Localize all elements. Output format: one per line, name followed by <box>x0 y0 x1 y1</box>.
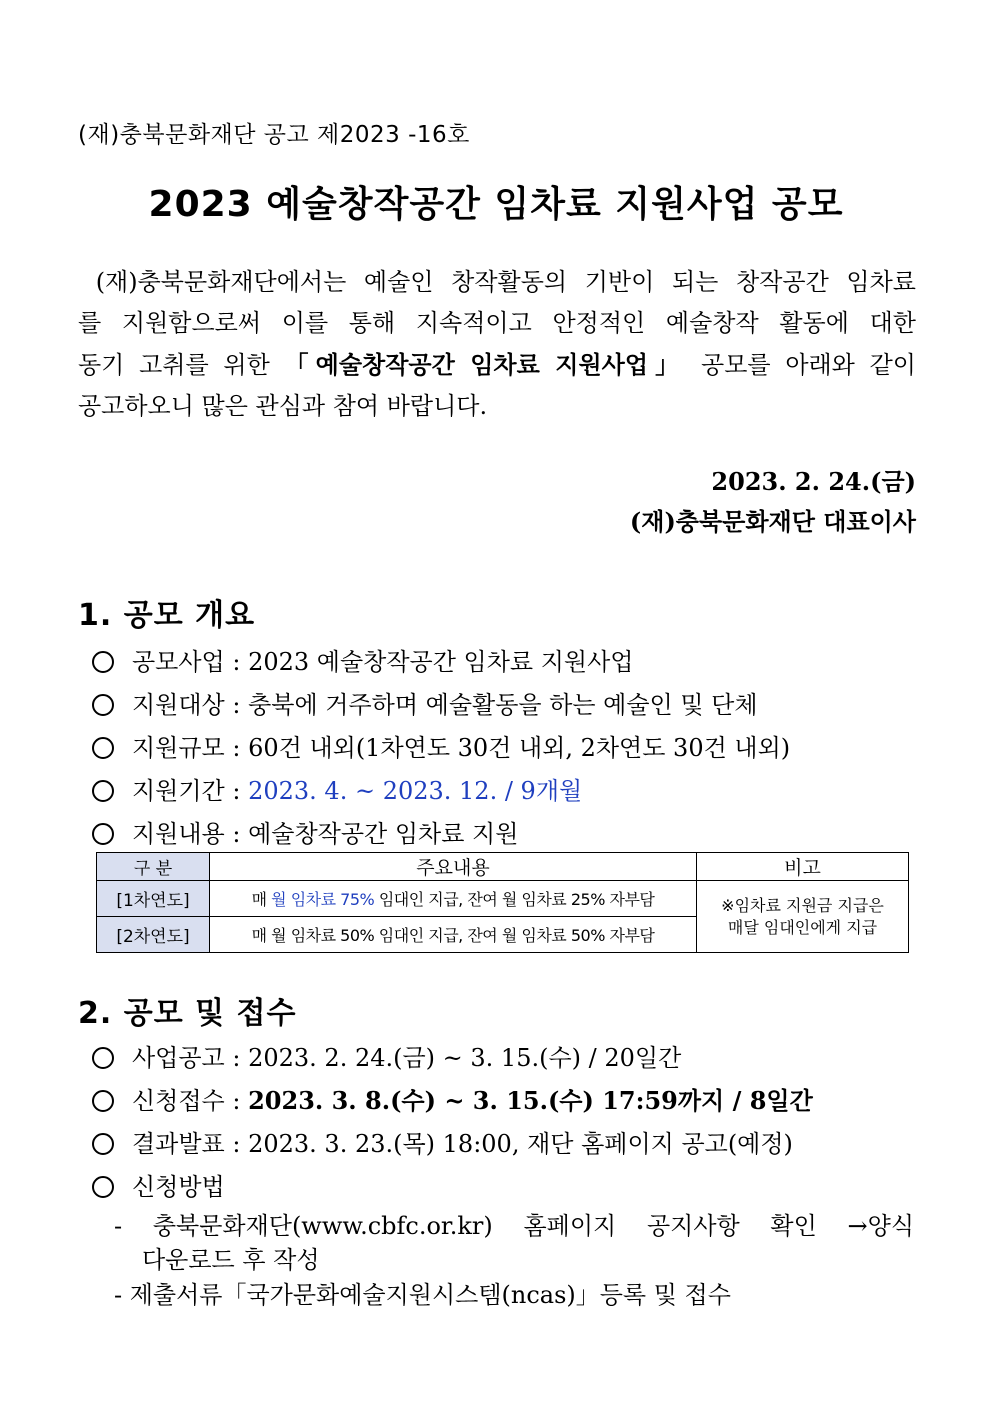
circle-bullet-icon <box>92 737 114 759</box>
circle-bullet-icon <box>92 1090 114 1112</box>
method-sub-item: - 제출서류「국가문화예술지원시스템(ncas)」등록 및 접수 <box>114 1281 731 1309</box>
support-period-value: 2023. 4. ~ 2023. 12. / 9개월 <box>248 777 583 805</box>
content-highlight: 월 임차료 75% <box>271 890 375 909</box>
program-name-emphasis: 「예술창작공간 임차료 지원사업」 <box>284 350 687 379</box>
method-sub-item-cont: 다운로드 후 작성 <box>142 1246 320 1274</box>
table-header-note: 비고 <box>697 853 909 881</box>
table-header-row <box>97 853 909 881</box>
item-label: 신청방법 <box>132 1173 225 1201</box>
item-label: 신청접수 <box>132 1087 225 1115</box>
intro-line <box>78 344 916 386</box>
intro-line-1: (재)충북문화재단에서는 예술인 창작활동의 기반이 되는 창작공간 임차료 <box>95 268 916 296</box>
intro-line: 공고하오니 많은 관심과 참여 바랍니다. <box>78 392 488 420</box>
table-header-content: 주요내용 <box>210 853 697 881</box>
item-separator: : <box>224 691 249 719</box>
section-2-heading: 2. 공모 및 접수 <box>78 996 297 1031</box>
item-separator: : <box>224 1130 249 1158</box>
item-value: 충북에 거주하며 예술활동을 하는 예술인 및 단체 <box>248 691 758 719</box>
item-separator: : <box>224 820 249 848</box>
content-text: 매 <box>251 890 272 909</box>
table-header-category: 구 분 <box>97 853 210 881</box>
item-value: 2023 예술창작공간 임차료 지원사업 <box>248 648 634 676</box>
circle-bullet-icon <box>92 694 114 716</box>
content-text: 임대인 지급, 잔여 월 임차료 25% 자부담 <box>374 890 655 909</box>
content-text: 매 월 임차료 50% 임대인 지급, 잔여 월 임차료 50% 자부담 <box>251 926 655 945</box>
item-separator: : <box>224 648 249 676</box>
table-cell-content <box>210 917 697 953</box>
table-row <box>97 881 909 917</box>
item-separator: : <box>224 1087 249 1115</box>
item-label: 공모사업 <box>132 648 225 676</box>
document-title: 2023 예술창작공간 임차료 지원사업 공모 <box>148 184 844 225</box>
circle-bullet-icon <box>92 651 114 673</box>
application-period-value: 2023. 3. 8.(수) ~ 3. 15.(수) 17:59까지 / 8일간 <box>248 1086 813 1115</box>
section-1-heading: 1. 공모 개요 <box>78 598 256 633</box>
overview-item <box>92 771 582 806</box>
table-cell-year: [2차연도] <box>97 917 210 953</box>
item-value: 예술창작공간 임차료 지원 <box>248 820 519 848</box>
intro-line-3-pre: 동기 고취를 위한 <box>78 351 270 379</box>
item-separator: : <box>224 777 249 805</box>
item-label: 사업공고 <box>132 1044 225 1072</box>
circle-bullet-icon <box>92 1133 114 1155</box>
support-content-table <box>96 852 909 953</box>
notice-number: (재)충북문화재단 공고 제2023 -16호 <box>78 122 470 148</box>
item-value: 60건 내외(1차연도 30건 내외, 2차연도 30건 내외) <box>248 734 791 762</box>
item-label: 지원기간 <box>132 777 225 805</box>
table-cell-year: [1차연도] <box>97 881 210 917</box>
intro-line: 를 지원함으로써 이를 통해 지속적이고 안정적인 예술창작 활동에 대한 <box>78 309 916 337</box>
item-separator: : <box>224 734 249 762</box>
application-item <box>92 1081 813 1116</box>
issuer-name: (재)충북문화재단 대표이사 <box>629 507 916 536</box>
table-cell-content <box>210 881 697 917</box>
table-cell-note <box>697 881 909 953</box>
intro-paragraph <box>78 262 916 427</box>
overview-item <box>92 728 790 763</box>
overview-item <box>92 814 518 849</box>
overview-item <box>92 685 758 720</box>
item-value: 2023. 2. 24.(금) ~ 3. 15.(수) / 20일간 <box>248 1044 682 1072</box>
note-line-2: 매달 임대인에게 지급 <box>727 917 878 937</box>
circle-bullet-icon <box>92 1176 114 1198</box>
circle-bullet-icon <box>92 823 114 845</box>
overview-item <box>92 642 633 677</box>
application-item <box>92 1167 225 1202</box>
item-label: 결과발표 <box>132 1130 225 1158</box>
item-separator: : <box>224 1044 249 1072</box>
circle-bullet-icon <box>92 780 114 802</box>
intro-line-3-post: 공모를 아래와 같이 <box>701 351 916 379</box>
item-label: 지원대상 <box>132 691 225 719</box>
intro-line <box>78 262 916 303</box>
application-item <box>92 1038 681 1073</box>
circle-bullet-icon <box>92 1047 114 1069</box>
note-line-1: ※임차료 지원금 지급은 <box>721 895 884 915</box>
application-item <box>92 1124 793 1159</box>
item-label: 지원내용 <box>132 820 225 848</box>
method-sub-item: - 충북문화재단(www.cbfc.or.kr) 홈페이지 공지사항 확인 →양식 <box>114 1212 914 1240</box>
notice-date: 2023. 2. 24.(금) <box>711 467 916 496</box>
item-label: 지원규모 <box>132 734 225 762</box>
item-value: 2023. 3. 23.(목) 18:00, 재단 홈페이지 공고(예정) <box>248 1130 793 1158</box>
